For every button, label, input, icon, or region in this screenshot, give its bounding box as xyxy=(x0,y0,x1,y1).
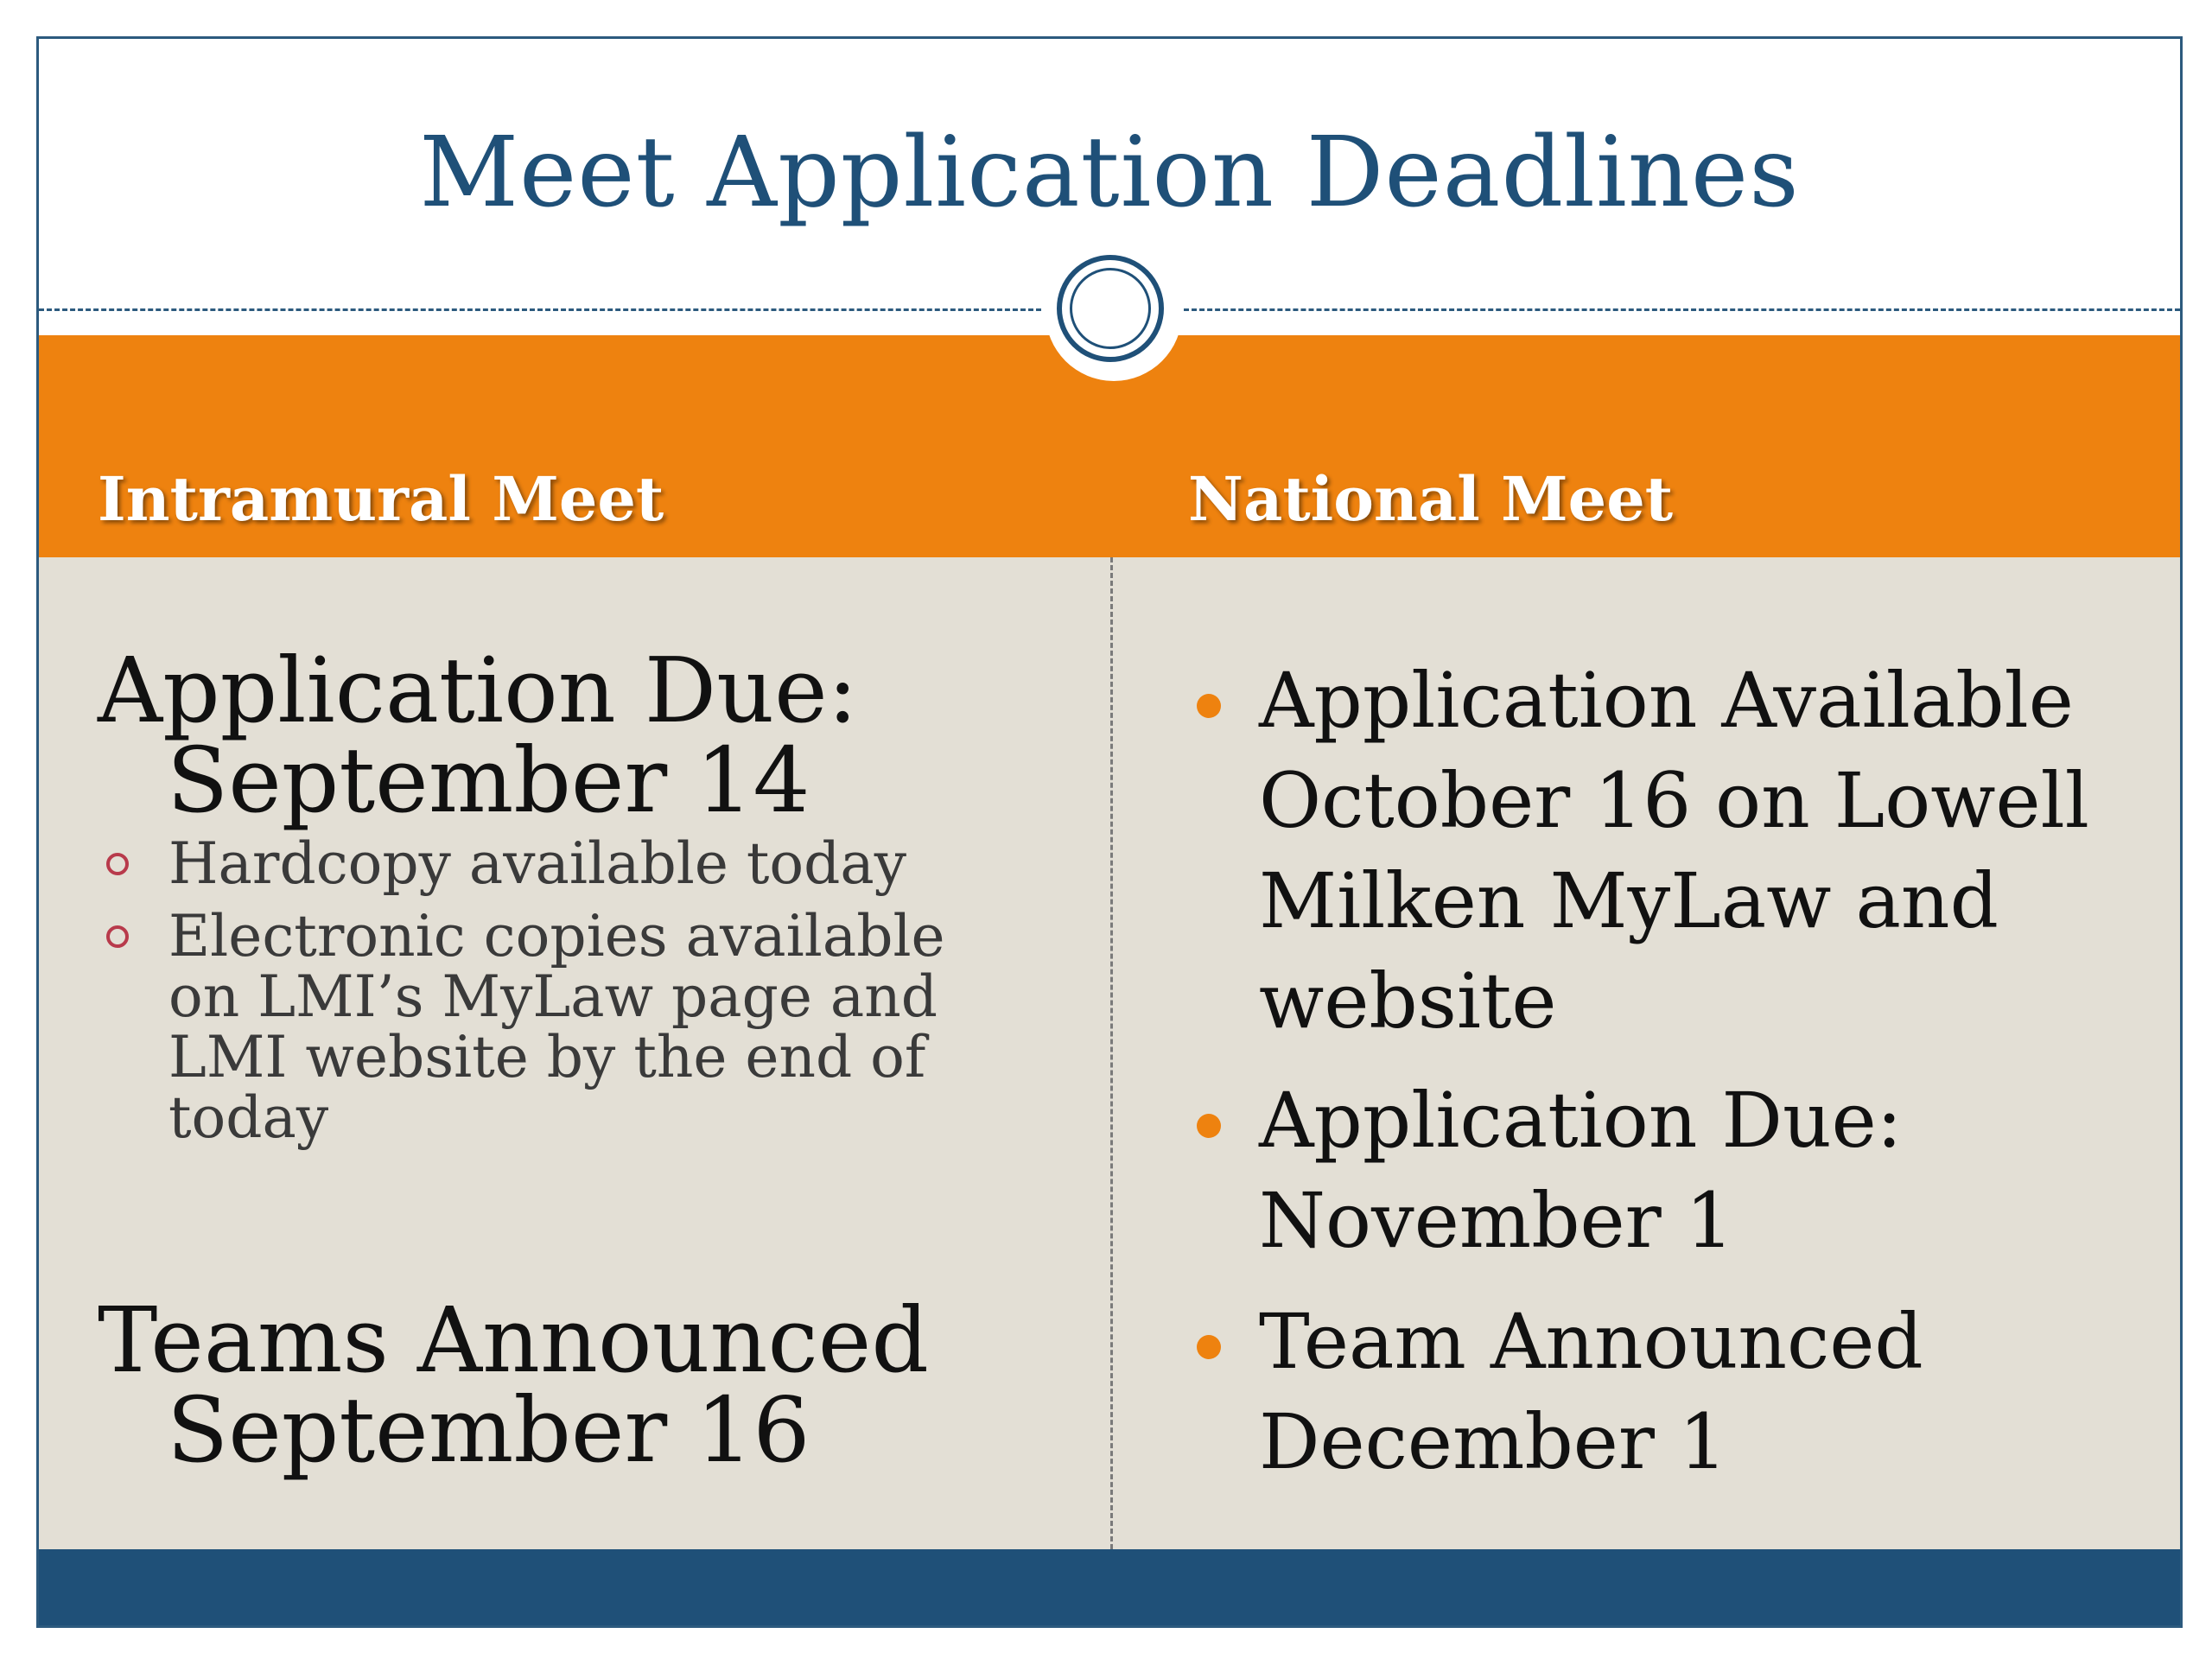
orange-bullet-icon xyxy=(1197,1335,1221,1359)
orange-bullet-icon xyxy=(1197,1114,1221,1138)
footer-band xyxy=(39,1549,2180,1625)
national-header: National Meet xyxy=(1188,463,1674,535)
application-due-date: September 14 xyxy=(167,728,810,833)
content-area xyxy=(39,557,2180,1549)
intramural-teams-announced xyxy=(98,1287,929,1483)
hollow-bullet-icon xyxy=(106,925,129,948)
teams-announced-date: September 16 xyxy=(167,1377,810,1483)
application-due-label: Application Due: xyxy=(98,638,858,743)
national-bullet-application-due xyxy=(1259,1071,2158,1271)
national-bullet-application-available xyxy=(1259,651,2158,1052)
hollow-bullet-icon xyxy=(106,853,129,875)
slide-title: Meet Application Deadlines xyxy=(419,117,1800,229)
bullet-text: Application Available October 16 on Lowell Milken MyLaw and website xyxy=(1259,656,2089,1046)
sub-item-hardcopy xyxy=(168,830,981,897)
circle-ornament-icon xyxy=(1057,255,1164,362)
title-divider-left xyxy=(39,308,1041,311)
teams-announced-label: Teams Announced xyxy=(98,1287,929,1393)
bullet-text: Application Due: November 1 xyxy=(1259,1076,1903,1265)
title-divider-right xyxy=(1184,308,2180,311)
national-bullet-team-announced xyxy=(1259,1292,2158,1492)
intramural-header: Intramural Meet xyxy=(98,463,664,535)
orange-bullet-icon xyxy=(1197,694,1221,718)
sub-item-text: Hardcopy available today xyxy=(168,830,907,897)
intramural-application-due xyxy=(98,638,858,833)
sub-item-text: Electronic copies available on LMI’s MyLaw page and LMI website by the end of today xyxy=(168,903,945,1151)
column-divider xyxy=(1110,557,1113,1549)
sub-item-electronic xyxy=(168,903,981,1151)
slide xyxy=(36,36,2183,1628)
bullet-text: Team Announced December 1 xyxy=(1259,1297,1923,1486)
